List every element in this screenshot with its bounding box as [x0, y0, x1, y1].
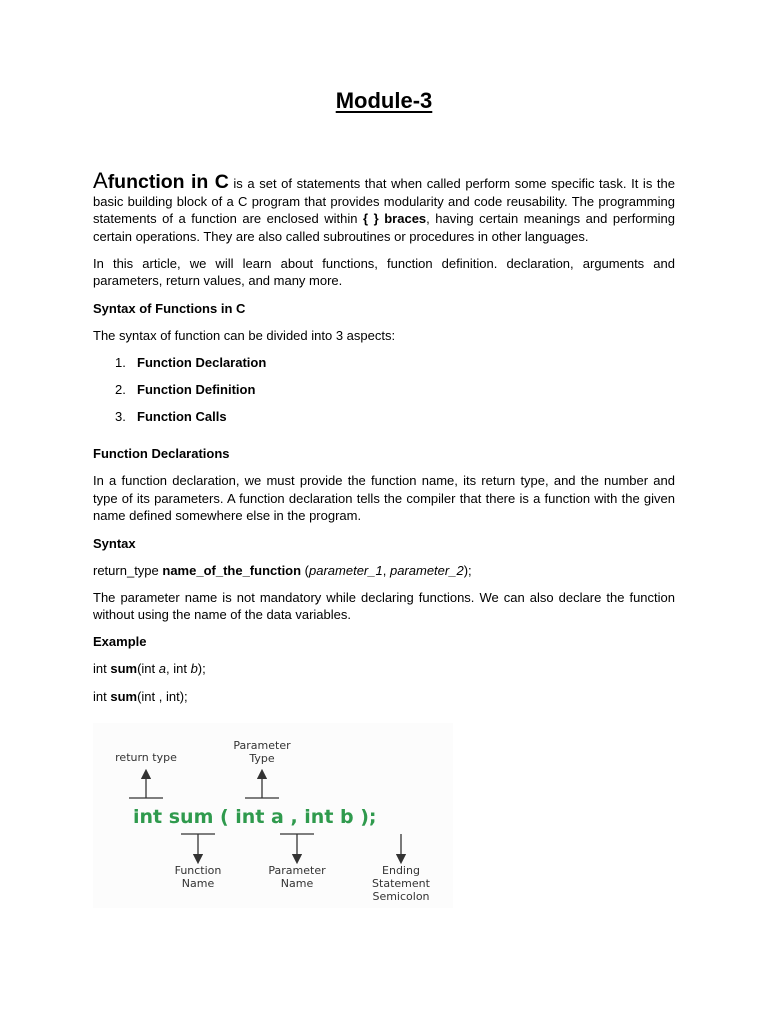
- declarations-paragraph: In a function declaration, we must provide the function name, its return type, and the number and type of its parameters. A function declaration tells the compiler that there is a function with the given name defined somewhere else in the program.: [93, 473, 675, 524]
- function-declaration-diagram: [93, 723, 453, 908]
- list-item-number: 2.: [115, 382, 126, 398]
- intro-lead-term: function in C: [107, 171, 229, 193]
- list-item: [93, 381, 675, 408]
- label-return-type: return type: [115, 751, 177, 764]
- example-1-param-b: b: [190, 661, 198, 677]
- list-item: [93, 354, 675, 381]
- intro-text-2: , having certain meanings and performing certain operations. They are also called subroutines or procedures in other languages.: [93, 211, 675, 244]
- page-title: Module-3: [335, 88, 433, 113]
- list-item-label: Function Definition: [137, 382, 256, 398]
- example-2-type: int: [93, 688, 111, 704]
- example-1-param-a: a: [158, 661, 166, 677]
- parameter-paragraph: The parameter name is not mandatory while declaring functions. We can also declare the function without using the name of the data variables.: [93, 589, 675, 623]
- syntax-return-type: return_type: [93, 562, 163, 578]
- label-function-name-2: Name: [181, 877, 215, 890]
- example-1-name: sum: [110, 661, 138, 677]
- intro-lead-a: A: [93, 168, 108, 193]
- label-ending-2: Statement: [372, 877, 430, 890]
- diagram-code: int sum ( int a , int b );: [133, 806, 377, 828]
- label-parameter-name-2: Name: [280, 877, 314, 890]
- up-arrow-icon: [245, 774, 279, 798]
- label-function-name-1: Function: [174, 864, 222, 877]
- list-item: [93, 408, 675, 435]
- down-arrow-icon: [181, 834, 215, 859]
- example-line-2: [93, 688, 675, 706]
- intro-braces: { } braces: [363, 211, 427, 227]
- label-parameter-type-2: Type: [249, 752, 275, 765]
- up-arrow-icon: [129, 774, 163, 798]
- aspects-list: [93, 354, 675, 436]
- syntax-open-paren: (: [301, 562, 310, 578]
- syntax-param-2: parameter_2: [389, 562, 464, 578]
- declarations-heading: Function Declarations: [93, 446, 230, 462]
- example-1-close: );: [197, 661, 206, 677]
- example-2-name: sum: [110, 688, 138, 704]
- example-1-type: int: [93, 661, 111, 677]
- syntax-line: [93, 562, 675, 580]
- example-1-mid: , int: [165, 661, 191, 677]
- example-2-rest: (int , int);: [137, 688, 188, 704]
- list-item-number: 1.: [115, 354, 126, 370]
- syntax-close: );: [463, 562, 472, 578]
- label-ending-1: Ending: [382, 864, 420, 877]
- syntax-function-name: name_of_the_function: [162, 562, 302, 578]
- intro-paragraph: [93, 168, 675, 245]
- list-item-label: Function Calls: [137, 409, 227, 425]
- example-line-1: [93, 660, 675, 678]
- article-paragraph: In this article, we will learn about functions, function definition. declaration, arguments and parameters, return values, and many more.: [93, 255, 675, 289]
- intro-text-1: is a set of statements that when called perform some specific task. It is the basic building block of a C program that provides modularity and code reusability. The programming statements of a function are enclosed within: [93, 176, 675, 227]
- label-ending-3: Semicolon: [372, 890, 430, 903]
- label-parameter-type-1: Parameter: [233, 739, 291, 752]
- syntax-comma: ,: [382, 562, 390, 578]
- syntax-label: Syntax: [93, 535, 136, 551]
- example-label: Example: [93, 634, 147, 650]
- label-parameter-name-1: Parameter: [268, 864, 326, 877]
- document-body: [93, 168, 675, 715]
- list-item-label: Function Declaration: [137, 354, 267, 370]
- syntax-param-1: parameter_1: [309, 562, 383, 578]
- syntax-heading: Syntax of Functions in C: [93, 300, 246, 316]
- syntax-intro: The syntax of function can be divided into 3 aspects:: [93, 327, 396, 343]
- down-arrow-icon: [280, 834, 314, 859]
- list-item-number: 3.: [115, 409, 126, 425]
- example-1-open: (int: [137, 661, 159, 677]
